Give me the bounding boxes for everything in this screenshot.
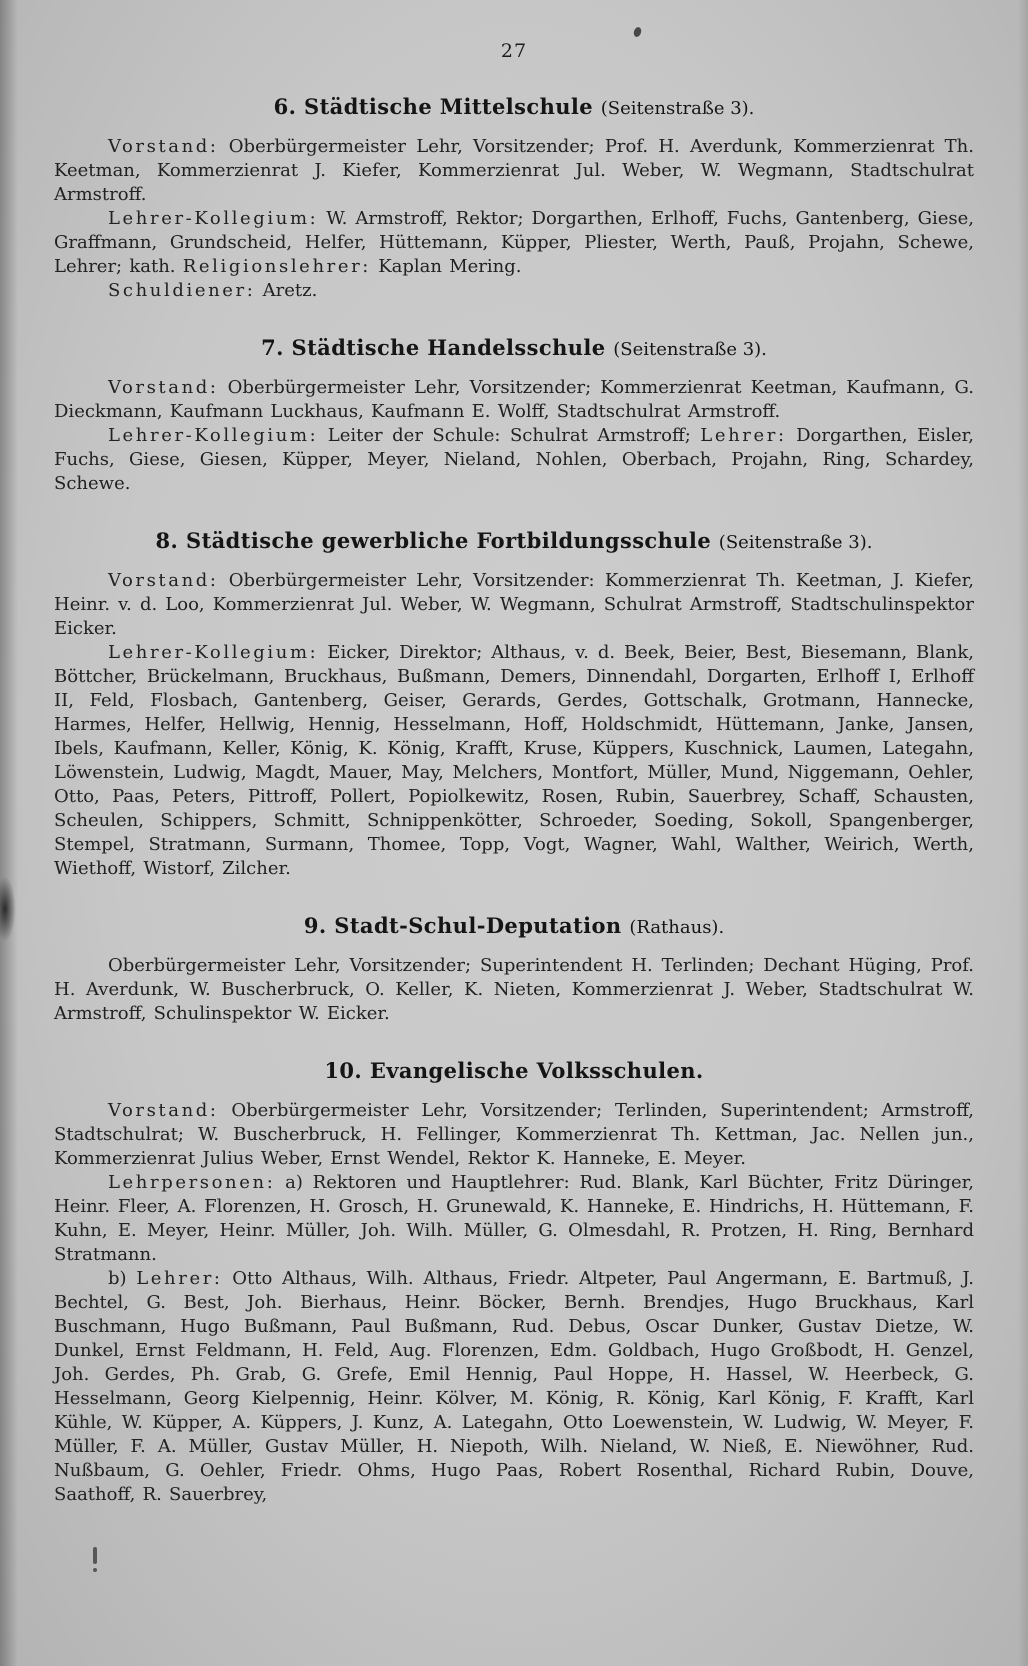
section-heading (54, 94, 974, 119)
section-number: 10. (324, 1058, 363, 1083)
section-volksschulen (54, 1058, 974, 1507)
paragraph-text: Eicker, Direktor; Althaus, v. d. Beek, Beier, Best, Biesemann, Blank, Böttcher, Brückelmann, Bruckhaus, Bußmann, Demers, Dinnendahl, Dorgarten, Erlhoff I, Erlhoff II, Feld, Flosbach, Gantenberg, Geiser, Gerards, Gerdes, Gottschalk, Grotmann, Hannecke, Harmes, Helfer, Hellwig, Hennig, Hesselmann, Hoff, Holdschmidt, Hüttemann, Janke, Jansen, Ibels, Kaufmann, Keller, König, K. König, Krafft, Kruse, Küppers, Kuschnick, Laumen, Lategahn, Löwenstein, Ludwig, Magdt, Mauer, May, Melchers, Montfort, Müller, Mund, Niggemann, Oehler, Otto, Paas, Peters, Pittroff, Pollert, Popiolkewitz, Rosen, Rubin, Sauerbrey, Schaff, Schausten, Scheulen, Schippers, Schmitt, Schnippenkötter, Schroeder, Soeding, Sokoll, Spangenberger, Stempel, Stratmann, Surmann, Thomee, Topp, Vogt, Wagner, Wahl, Walther, Weirich, Werth, Wiethoff, Wistorf, Zilcher. (54, 642, 974, 879)
paragraph-lehrerkollegium (54, 207, 974, 279)
section-heading (54, 1058, 974, 1083)
section-title: Stadt-Schul-Deputation (334, 913, 622, 938)
section-heading (54, 528, 974, 553)
paragraph-text: Oberbürgermeister Lehr, Vorsitzender: Kommerzienrat Th. Keetman, J. Kiefer, Heinr. v. d. Loo, Kommerzienrat Jul. Weber, W. Wegmann, Schulrat Armstroff, Stadtschulinspektor Eicker. (54, 570, 974, 639)
section-suffix: (Seitenstraße 3). (613, 339, 767, 360)
scan-artifact-mark (93, 1547, 97, 1564)
section-suffix: (Seitenstraße 3). (600, 98, 755, 119)
section-title: Städtische Handelsschule (291, 335, 606, 360)
section-number: 8. (155, 528, 179, 553)
paragraph-lehrer (54, 1267, 974, 1507)
paragraph-label: Lehrer-Kollegium: (108, 425, 319, 446)
paragraph-members (54, 954, 974, 1026)
section-title: Städtische gewerbliche Fortbildungsschule (186, 528, 712, 553)
paragraph-label: Religionslehrer: (182, 256, 371, 277)
paragraph-label: Lehrer-Kollegium: (108, 642, 319, 663)
paragraph-lehrerkollegium (54, 641, 974, 881)
paragraph-text: Leiter der Schule: Schulrat Armstroff; (318, 425, 701, 446)
section-heading (54, 913, 974, 938)
paragraph-label: Lehrer: (700, 425, 787, 446)
paragraph-vorstand (54, 569, 974, 641)
section-suffix: (Rathaus). (629, 917, 725, 938)
paragraph-vorstand (54, 1099, 974, 1171)
paragraph-text: Aretz. (255, 280, 318, 301)
paragraph-text: Kaplan Mering. (370, 256, 522, 277)
section-heading (54, 335, 974, 360)
paragraph-vorstand (54, 135, 974, 207)
paragraph-label: Vorstand: (108, 570, 219, 591)
paragraph-label: Lehrer-Kollegium: (108, 208, 319, 229)
section-mittelschule (54, 94, 974, 303)
paragraph-text: Oberbürgermeister Lehr, Vorsitzender; Kommerzienrat Keetman, Kaufmann, G. Dieckmann, Kaufmann Luckhaus, Kaufmann E. Wolff, Stadtschulrat Armstroff. (54, 377, 974, 422)
paragraph-text: Oberbürgermeister Lehr, Vorsitzender; Terlinden, Superintendent; Armstroff, Stadtschulrat; W. Buscherbruck, H. Fellinger, Kommerzienrat Th. Kettman, Jac. Nellen jun., Kommerzienrat Julius Weber, Ernst Wendel, Rektor K. Hanneke, E. Meyer. (54, 1100, 974, 1169)
section-suffix: (Seitenstraße 3). (718, 532, 873, 553)
section-number: 6. (273, 94, 297, 119)
paragraph-lehrpersonen (54, 1171, 974, 1267)
paragraph-text: Dorgarthen, Eisler, Fuchs, Giese, Giesen, Küpper, Meyer, Nieland, Nohlen, Oberbach, Projahn, Ring, Schardey, Schewe. (54, 425, 974, 494)
paragraph-label: Lehrpersonen: (108, 1172, 276, 1193)
paragraph-label: Vorstand: (108, 136, 219, 157)
paragraph-text: Oberbürgermeister Lehr, Vorsitzender; Prof. H. Averdunk, Kommerzienrat Th. Keetman, Kommerzienrat J. Kiefer, Kommerzienrat Jul. Weber, W. Wegmann, Stadtschulrat Armstroff. (54, 136, 974, 205)
paragraph-text: a) Rektoren und Hauptlehrer: Rud. Blank, Karl Büchter, Fritz Düringer, Heinr. Fleer, A. Florenzen, H. Grosch, H. Grunewald, K. Hanneke, E. Hindrichs, H. Hüttemann, F. Kuhn, E. Meyer, Heinr. Müller, Joh. Wilh. Müller, G. Olmesdahl, R. Protzen, H. Ring, Bernhard Stratmann. (54, 1172, 974, 1265)
paragraph-label: Vorstand: (108, 1100, 219, 1121)
section-title: Evangelische Volksschulen. (369, 1058, 704, 1083)
section-number: 7. (261, 335, 284, 360)
section-title: Städtische Mittelschule (304, 94, 594, 119)
paragraph-text: Otto Althaus, Wilh. Althaus, Friedr. Altpeter, Paul Angermann, E. Bartmuß, J. Bechtel, G. Best, Joh. Bierhaus, Heinr. Böcker, Bernh. Brendjes, Hugo Bruckhaus, Karl Buschmann, Hugo Bußmann, Paul Bußmann, Rud. Debus, Oscar Dunker, Gustav Dietze, W. Dunkel, Ernst Feldmann, H. Feld, Aug. Florenzen, Edm. Goldbach, Hugo Großbodt, H. Genzel, Joh. Gerdes, Ph. Grab, G. Grefe, Emil Hennig, Paul Hoppe, H. Hassel, W. Heerbeck, G. Hesselmann, Georg Kielpennig, Heinr. Kölver, M. König, R. König, Karl König, F. Krafft, Karl Kühle, W. Küpper, A. Küppers, J. Kunz, A. Lategahn, Otto Loewenstein, W. Ludwig, W. Meyer, F. Müller, F. A. Müller, Gustav Müller, H. Niepoth, Wilh. Nieland, W. Nieß, E. Niewöhner, Rud. Nußbaum, G. Oehler, Friedr. Ohms, Hugo Paas, Robert Rosenthal, Richard Rubin, Douve, Saathoff, R. Sauerbrey, (54, 1268, 974, 1505)
section-schuldeputation (54, 913, 974, 1026)
paragraph-text: W. Armstroff, Rektor; Dorgarthen, Erlhoff, Fuchs, Gantenberg, Giese, Graffmann, Grundscheid, Helfer, Hüttemann, Küpper, Pliester, Werth, Pauß, Projahn, Schewe, Lehrer; kath. (54, 208, 974, 277)
paragraph-prefix: b) (108, 1268, 137, 1289)
paragraph-schuldiener (54, 279, 974, 303)
section-handelsschule (54, 335, 974, 496)
paragraph-text: Oberbürgermeister Lehr, Vorsitzender; Superintendent H. Terlinden; Dechant Hüging, Prof. H. Averdunk, W. Buscherbruck, O. Keller, K. Nieten, Kommerzienrat J. Weber, Stadtschulrat W. Armstroff, Schulinspektor W. Eicker. (54, 955, 974, 1024)
paragraph-label: Schuldiener: (108, 280, 256, 301)
page-number: 27 (500, 40, 528, 62)
section-number: 9. (303, 913, 327, 938)
paragraph-lehrerkollegium (54, 424, 974, 496)
paragraph-label: Lehrer: (136, 1268, 223, 1289)
section-fortbildungsschule (54, 528, 974, 881)
paragraph-label: Vorstand: (108, 377, 219, 398)
paragraph-vorstand (54, 376, 974, 424)
